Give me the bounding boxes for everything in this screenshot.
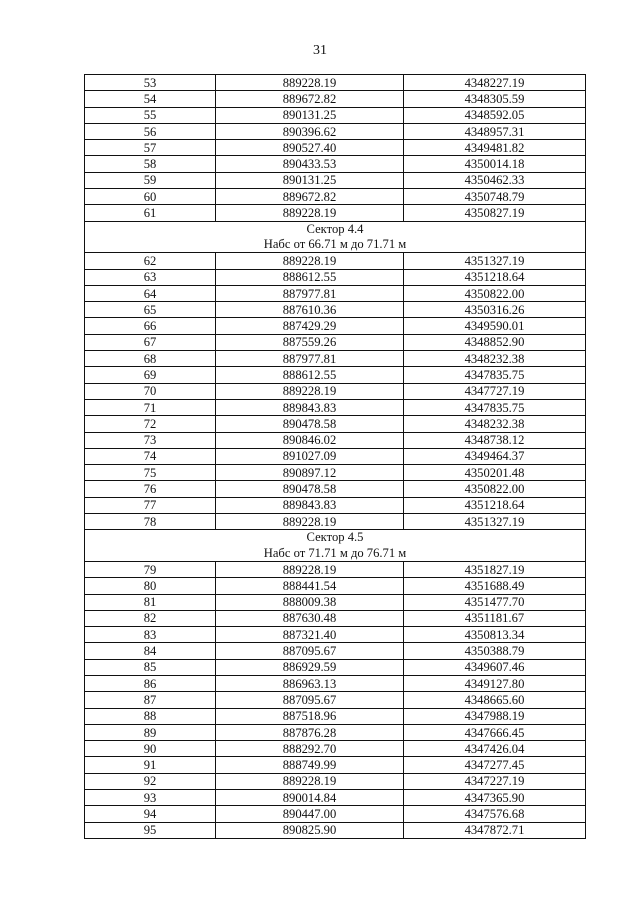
table-row xyxy=(85,741,586,757)
x-coordinate-cell: 890846.02 xyxy=(216,432,404,448)
table-row xyxy=(85,497,586,513)
point-number-cell: 60 xyxy=(85,189,216,205)
x-coordinate-cell: 890447.00 xyxy=(216,806,404,822)
point-number-cell: 62 xyxy=(85,253,216,269)
point-number-cell: 90 xyxy=(85,741,216,757)
y-coordinate-cell: 4350813.34 xyxy=(404,627,586,643)
x-coordinate-cell: 890825.90 xyxy=(216,822,404,838)
x-coordinate-cell: 887095.67 xyxy=(216,643,404,659)
x-coordinate-cell: 888009.38 xyxy=(216,594,404,610)
table-row xyxy=(85,172,586,188)
point-number-cell: 69 xyxy=(85,367,216,383)
x-coordinate-cell: 890131.25 xyxy=(216,107,404,123)
point-number-cell: 85 xyxy=(85,659,216,675)
y-coordinate-cell: 4351218.64 xyxy=(404,269,586,285)
point-number-cell: 54 xyxy=(85,91,216,107)
table-row xyxy=(85,627,586,643)
x-coordinate-cell: 889228.19 xyxy=(216,253,404,269)
point-number-cell: 65 xyxy=(85,302,216,318)
table-row xyxy=(85,806,586,822)
table-row xyxy=(85,383,586,399)
y-coordinate-cell: 4350822.00 xyxy=(404,481,586,497)
y-coordinate-cell: 4347666.45 xyxy=(404,724,586,740)
y-coordinate-cell: 4351688.49 xyxy=(404,578,586,594)
x-coordinate-cell: 887876.28 xyxy=(216,724,404,740)
table-row xyxy=(85,91,586,107)
y-coordinate-cell: 4347277.45 xyxy=(404,757,586,773)
point-number-cell: 93 xyxy=(85,790,216,806)
y-coordinate-cell: 4350388.79 xyxy=(404,643,586,659)
y-coordinate-cell: 4348738.12 xyxy=(404,432,586,448)
point-number-cell: 75 xyxy=(85,465,216,481)
x-coordinate-cell: 888749.99 xyxy=(216,757,404,773)
table-row xyxy=(85,107,586,123)
coordinates-table xyxy=(84,74,586,839)
point-number-cell: 86 xyxy=(85,675,216,691)
y-coordinate-cell: 4347988.19 xyxy=(404,708,586,724)
table-row xyxy=(85,757,586,773)
x-coordinate-cell: 887518.96 xyxy=(216,708,404,724)
point-number-cell: 88 xyxy=(85,708,216,724)
point-number-cell: 55 xyxy=(85,107,216,123)
point-number-cell: 95 xyxy=(85,822,216,838)
table-row xyxy=(85,285,586,301)
table-row xyxy=(85,318,586,334)
table-row xyxy=(85,643,586,659)
y-coordinate-cell: 4349127.80 xyxy=(404,675,586,691)
table-row xyxy=(85,367,586,383)
point-number-cell: 80 xyxy=(85,578,216,594)
point-number-cell: 78 xyxy=(85,514,216,530)
table-row xyxy=(85,448,586,464)
y-coordinate-cell: 4347835.75 xyxy=(404,367,586,383)
y-coordinate-cell: 4347727.19 xyxy=(404,383,586,399)
table-row xyxy=(85,399,586,415)
point-number-cell: 56 xyxy=(85,123,216,139)
point-number-cell: 91 xyxy=(85,757,216,773)
table-row xyxy=(85,205,586,221)
y-coordinate-cell: 4351181.67 xyxy=(404,610,586,626)
point-number-cell: 77 xyxy=(85,497,216,513)
page-number: 31 xyxy=(313,43,327,58)
x-coordinate-cell: 886963.13 xyxy=(216,675,404,691)
x-coordinate-cell: 889228.19 xyxy=(216,205,404,221)
table-row xyxy=(85,514,586,530)
y-coordinate-cell: 4349481.82 xyxy=(404,140,586,156)
table-row xyxy=(85,465,586,481)
x-coordinate-cell: 890396.62 xyxy=(216,123,404,139)
table-row xyxy=(85,610,586,626)
point-number-cell: 72 xyxy=(85,416,216,432)
point-number-cell: 67 xyxy=(85,334,216,350)
point-number-cell: 76 xyxy=(85,481,216,497)
table-row xyxy=(85,790,586,806)
point-number-cell: 81 xyxy=(85,594,216,610)
point-number-cell: 61 xyxy=(85,205,216,221)
x-coordinate-cell: 889843.83 xyxy=(216,399,404,415)
table-row xyxy=(85,432,586,448)
table-row xyxy=(85,269,586,285)
sector-title: Сектор 4.5 xyxy=(306,530,364,545)
y-coordinate-cell: 4348852.90 xyxy=(404,334,586,350)
x-coordinate-cell: 890014.84 xyxy=(216,790,404,806)
point-number-cell: 79 xyxy=(85,561,216,577)
point-number-cell: 57 xyxy=(85,140,216,156)
table-row xyxy=(85,692,586,708)
point-number-cell: 63 xyxy=(85,269,216,285)
x-coordinate-cell: 888612.55 xyxy=(216,367,404,383)
x-coordinate-cell: 887977.81 xyxy=(216,351,404,367)
y-coordinate-cell: 4348592.05 xyxy=(404,107,586,123)
point-number-cell: 89 xyxy=(85,724,216,740)
sector-header xyxy=(85,530,586,562)
table-row xyxy=(85,578,586,594)
y-coordinate-cell: 4347365.90 xyxy=(404,790,586,806)
y-coordinate-cell: 4348305.59 xyxy=(404,91,586,107)
point-number-cell: 82 xyxy=(85,610,216,626)
point-number-cell: 87 xyxy=(85,692,216,708)
point-number-cell: 58 xyxy=(85,156,216,172)
table-row xyxy=(85,594,586,610)
x-coordinate-cell: 890433.53 xyxy=(216,156,404,172)
y-coordinate-cell: 4349590.01 xyxy=(404,318,586,334)
x-coordinate-cell: 888441.54 xyxy=(216,578,404,594)
x-coordinate-cell: 890131.25 xyxy=(216,172,404,188)
table-row xyxy=(85,334,586,350)
x-coordinate-cell: 886929.59 xyxy=(216,659,404,675)
x-coordinate-cell: 889843.83 xyxy=(216,497,404,513)
point-number-cell: 94 xyxy=(85,806,216,822)
y-coordinate-cell: 4350014.18 xyxy=(404,156,586,172)
y-coordinate-cell: 4350201.48 xyxy=(404,465,586,481)
table-row xyxy=(85,481,586,497)
table-row xyxy=(85,140,586,156)
table-row xyxy=(85,253,586,269)
table-row xyxy=(85,302,586,318)
y-coordinate-cell: 4348227.19 xyxy=(404,75,586,91)
y-coordinate-cell: 4348232.38 xyxy=(404,416,586,432)
point-number-cell: 74 xyxy=(85,448,216,464)
y-coordinate-cell: 4351327.19 xyxy=(404,514,586,530)
table-row xyxy=(85,416,586,432)
table-row xyxy=(85,75,586,91)
y-coordinate-cell: 4349464.37 xyxy=(404,448,586,464)
x-coordinate-cell: 887610.36 xyxy=(216,302,404,318)
x-coordinate-cell: 891027.09 xyxy=(216,448,404,464)
table-row xyxy=(85,822,586,838)
table-row xyxy=(85,561,586,577)
sector-header-row xyxy=(85,221,586,253)
x-coordinate-cell: 887429.29 xyxy=(216,318,404,334)
y-coordinate-cell: 4347835.75 xyxy=(404,399,586,415)
x-coordinate-cell: 889228.19 xyxy=(216,514,404,530)
y-coordinate-cell: 4350822.00 xyxy=(404,285,586,301)
point-number-cell: 59 xyxy=(85,172,216,188)
sector-header xyxy=(85,221,586,253)
x-coordinate-cell: 887321.40 xyxy=(216,627,404,643)
point-number-cell: 70 xyxy=(85,383,216,399)
point-number-cell: 53 xyxy=(85,75,216,91)
table-row xyxy=(85,156,586,172)
table-row xyxy=(85,708,586,724)
table-row xyxy=(85,189,586,205)
sector-header-row xyxy=(85,530,586,562)
point-number-cell: 92 xyxy=(85,773,216,789)
x-coordinate-cell: 889228.19 xyxy=(216,773,404,789)
x-coordinate-cell: 890478.58 xyxy=(216,481,404,497)
point-number-cell: 64 xyxy=(85,285,216,301)
table-row xyxy=(85,773,586,789)
point-number-cell: 66 xyxy=(85,318,216,334)
y-coordinate-cell: 4350827.19 xyxy=(404,205,586,221)
table-body xyxy=(85,75,586,839)
table-row xyxy=(85,351,586,367)
table-row xyxy=(85,675,586,691)
y-coordinate-cell: 4347576.68 xyxy=(404,806,586,822)
x-coordinate-cell: 887559.26 xyxy=(216,334,404,350)
y-coordinate-cell: 4351477.70 xyxy=(404,594,586,610)
table-row xyxy=(85,724,586,740)
point-number-cell: 73 xyxy=(85,432,216,448)
x-coordinate-cell: 888612.55 xyxy=(216,269,404,285)
point-number-cell: 84 xyxy=(85,643,216,659)
y-coordinate-cell: 4347872.71 xyxy=(404,822,586,838)
table-row xyxy=(85,659,586,675)
x-coordinate-cell: 890478.58 xyxy=(216,416,404,432)
x-coordinate-cell: 889228.19 xyxy=(216,75,404,91)
point-number-cell: 71 xyxy=(85,399,216,415)
y-coordinate-cell: 4349607.46 xyxy=(404,659,586,675)
y-coordinate-cell: 4351218.64 xyxy=(404,497,586,513)
sector-subtitle: Набс от 71.71 м до 76.71 м xyxy=(263,545,407,560)
y-coordinate-cell: 4348665.60 xyxy=(404,692,586,708)
y-coordinate-cell: 4347426.04 xyxy=(404,741,586,757)
sector-title: Сектор 4.4 xyxy=(306,221,364,236)
x-coordinate-cell: 890527.40 xyxy=(216,140,404,156)
table-row xyxy=(85,123,586,139)
y-coordinate-cell: 4350462.33 xyxy=(404,172,586,188)
y-coordinate-cell: 4350316.26 xyxy=(404,302,586,318)
x-coordinate-cell: 889672.82 xyxy=(216,189,404,205)
y-coordinate-cell: 4348232.38 xyxy=(404,351,586,367)
y-coordinate-cell: 4347227.19 xyxy=(404,773,586,789)
y-coordinate-cell: 4348957.31 xyxy=(404,123,586,139)
x-coordinate-cell: 887977.81 xyxy=(216,285,404,301)
x-coordinate-cell: 887095.67 xyxy=(216,692,404,708)
y-coordinate-cell: 4350748.79 xyxy=(404,189,586,205)
x-coordinate-cell: 889228.19 xyxy=(216,383,404,399)
point-number-cell: 68 xyxy=(85,351,216,367)
x-coordinate-cell: 887630.48 xyxy=(216,610,404,626)
point-number-cell: 83 xyxy=(85,627,216,643)
sector-subtitle: Набс от 66.71 м до 71.71 м xyxy=(263,236,407,251)
x-coordinate-cell: 888292.70 xyxy=(216,741,404,757)
x-coordinate-cell: 890897.12 xyxy=(216,465,404,481)
y-coordinate-cell: 4351827.19 xyxy=(404,561,586,577)
x-coordinate-cell: 889672.82 xyxy=(216,91,404,107)
x-coordinate-cell: 889228.19 xyxy=(216,561,404,577)
y-coordinate-cell: 4351327.19 xyxy=(404,253,586,269)
